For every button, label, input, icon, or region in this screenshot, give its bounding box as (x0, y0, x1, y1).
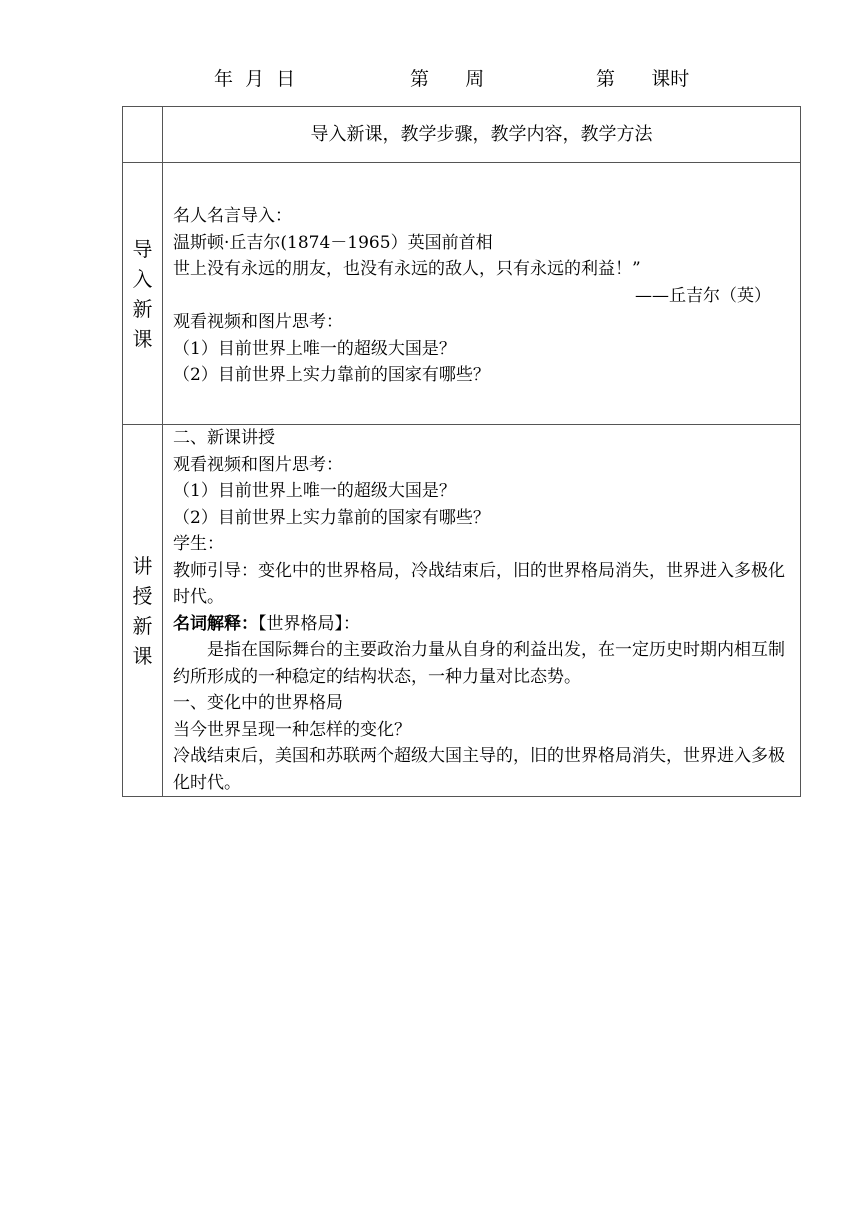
week-field: 第 周 (410, 68, 485, 90)
section-heading: 一、变化中的世界格局 (173, 693, 343, 713)
term-label: 名词解释： (173, 613, 258, 634)
teach-side-char: 讲 (132, 553, 153, 578)
lesson-plan-table (122, 106, 801, 797)
teach-line: （2）目前世界上实力靠前的国家有哪些？ (173, 507, 490, 528)
intro-line: 名人名言导入： (173, 206, 292, 226)
intro-content-cell (163, 163, 801, 425)
intro-row (123, 163, 801, 425)
date-field: 年 月 日 (214, 68, 296, 90)
intro-content (163, 163, 800, 389)
teach-line: 学生： (173, 534, 224, 554)
date-header (0, 64, 860, 92)
section-heading: 二、新课讲授 (173, 428, 275, 448)
teach-line: 观看视频和图片思考： (173, 454, 343, 475)
teach-side-char: 新 (132, 613, 153, 638)
teach-row (123, 425, 801, 797)
teach-side-label (123, 425, 162, 796)
term-line (173, 611, 793, 638)
table-header-title: 导入新课，教学步骤，教学内容，教学方法 (310, 124, 653, 145)
intro-line: （2）目前世界上实力靠前的国家有哪些？ (173, 365, 490, 385)
teach-paragraph: 冷战结束后，美国和苏联两个超级大国主导的，旧的世界格局消失，世界进入多极化时代。 (173, 746, 785, 793)
intro-line: 世上没有永远的朋友，也没有永远的敌人，只有永远的利益！” (173, 259, 641, 279)
intro-side-char: 新 (132, 296, 153, 321)
teach-content-cell (163, 425, 801, 797)
intro-side-char: 课 (132, 326, 153, 351)
teach-paragraph: 教师引导：变化中的世界格局，冷战结束后，旧的世界格局消失，世界进入多极化时代。 (173, 560, 785, 607)
intro-side-char: 导 (132, 236, 153, 261)
teach-line: 当今世界呈现一种怎样的变化？ (173, 719, 411, 740)
teach-side-cell (123, 425, 163, 797)
intro-line: （1）目前世界上唯一的超级大国是？ (173, 338, 456, 359)
teach-line: （1）目前世界上唯一的超级大国是？ (173, 481, 456, 501)
teach-content (163, 425, 800, 796)
intro-line: 观看视频和图片思考： (173, 312, 343, 332)
teach-side-char: 课 (132, 643, 153, 668)
intro-side-label (123, 163, 162, 424)
lesson-field: 第 课时 (596, 68, 690, 90)
intro-side-cell (123, 163, 163, 425)
header-side-cell (123, 107, 163, 163)
intro-side-char: 入 (132, 266, 153, 291)
quote-attribution: ——丘吉尔（英） (635, 285, 771, 306)
term-name: 【世界格局】： (258, 613, 360, 634)
table-header-row (123, 107, 801, 163)
intro-line: 温斯顿·丘吉尔(1874－1965）英国前首相 (173, 232, 493, 253)
teach-side-char: 授 (132, 583, 153, 608)
header-title-cell (163, 107, 801, 163)
term-definition: 是指在国际舞台的主要政治力量从自身的利益出发，在一定历史时期内相互制约所形成的一种稳定的结构状态，一种力量对比态势。 (173, 640, 785, 687)
